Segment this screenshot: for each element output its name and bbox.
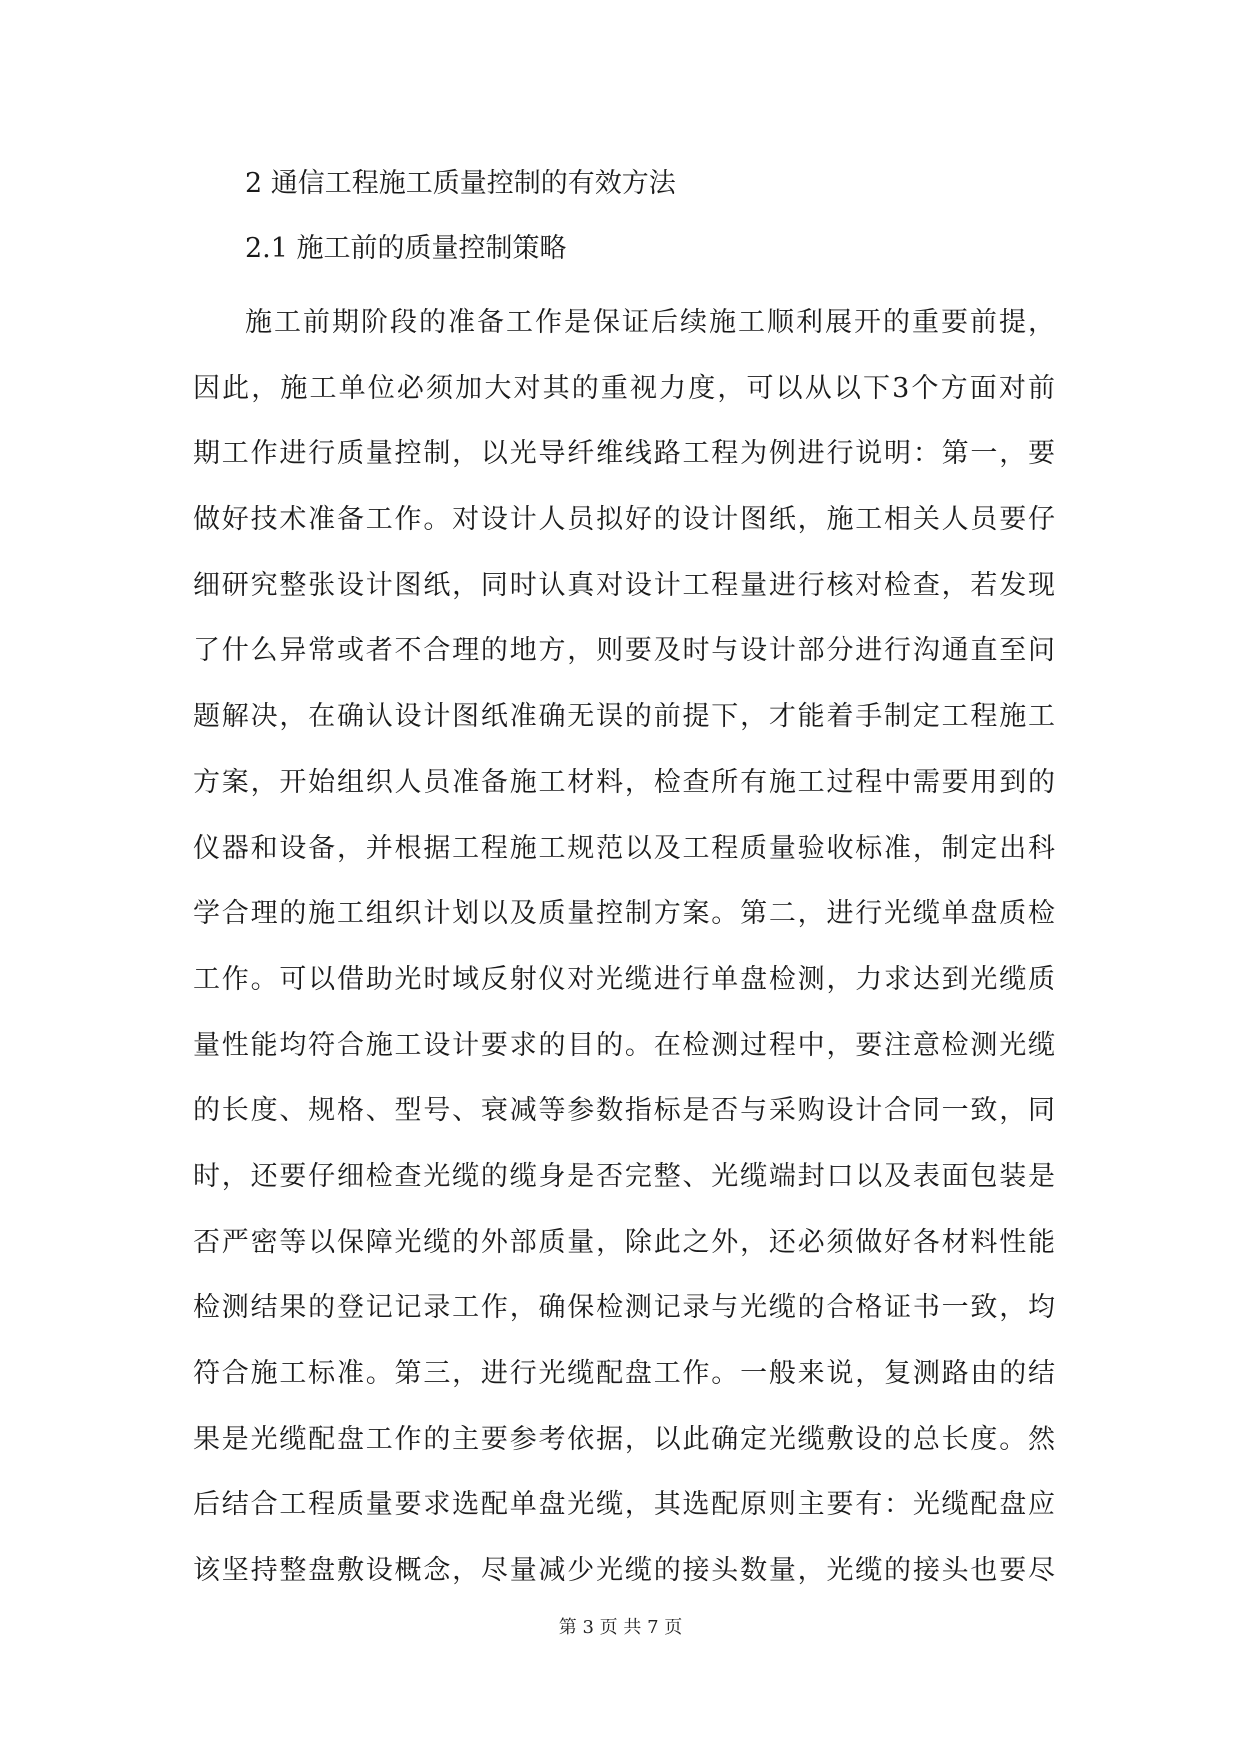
paragraph-line: 做好技术准备工作。对设计人员拟好的设计图纸，施工相关人员要仔 xyxy=(193,504,1055,536)
paragraph-line: 否严密等以保障光缆的外部质量，除此之外，还必须做好各材料性能 xyxy=(193,1226,1055,1258)
subsection-heading: 2.1 施工前的质量控制策略 xyxy=(245,233,567,264)
paragraph-line: 期工作进行质量控制，以光导纤维线路工程为例进行说明：第一，要 xyxy=(193,438,1055,470)
paragraph-line: 仪器和设备，并根据工程施工规范以及工程质量验收标准，制定出科 xyxy=(193,832,1055,864)
paragraph-line: 工作。可以借助光时域反射仪对光缆进行单盘检测，力求达到光缆质 xyxy=(193,963,1055,995)
page-footer xyxy=(0,1616,1241,1640)
body-paragraph xyxy=(193,290,1055,1604)
paragraph-line: 了什么异常或者不合理的地方，则要及时与设计部分进行沟通直至问 xyxy=(193,635,1055,667)
paragraph-line: 方案，开始组织人员准备施工材料，检查所有施工过程中需要用到的 xyxy=(193,766,1055,798)
paragraph-line: 学合理的施工组织计划以及质量控制方案。第二，进行光缆单盘质检 xyxy=(193,898,1055,930)
paragraph-line: 符合施工标准。第三，进行光缆配盘工作。一般来说，复测路由的结 xyxy=(193,1358,1055,1389)
paragraph-line: 的长度、规格、型号、衰减等参数指标是否与采购设计合同一致，同 xyxy=(193,1095,1055,1127)
paragraph-line: 题解决，在确认设计图纸准确无误的前提下，才能着手制定工程施工 xyxy=(193,701,1055,733)
paragraph-line: 果是光缆配盘工作的主要参考依据，以此确定光缆敷设的总长度。然 xyxy=(193,1423,1055,1455)
paragraph-line: 因此，施工单位必须加大对其的重视力度，可以从以下3个方面对前 xyxy=(193,372,1055,404)
section-heading: 2 通信工程施工质量控制的有效方法 xyxy=(245,168,676,199)
paragraph-line: 检测结果的登记记录工作，确保检测记录与光缆的合格证书一致，均 xyxy=(193,1292,1055,1324)
paragraph-line: 后结合工程质量要求选配单盘光缆，其选配原则主要有：光缆配盘应 xyxy=(193,1489,1055,1521)
paragraph-line: 施工前期阶段的准备工作是保证后续施工顺利展开的重要前提， xyxy=(245,307,1055,338)
paragraph-line: 量性能均符合施工设计要求的目的。在检测过程中，要注意检测光缆 xyxy=(193,1029,1055,1061)
paragraph-line: 细研究整张设计图纸，同时认真对设计工程量进行核对检查，若发现 xyxy=(193,569,1055,601)
page-number: 第 3 页 共 7 页 xyxy=(558,1617,683,1638)
paragraph-line: 该坚持整盘敷设概念，尽量减少光缆的接头数量，光缆的接头也要尽 xyxy=(193,1555,1055,1587)
paragraph-line: 时，还要仔细检查光缆的缆身是否完整、光缆端封口以及表面包装是 xyxy=(193,1160,1055,1192)
